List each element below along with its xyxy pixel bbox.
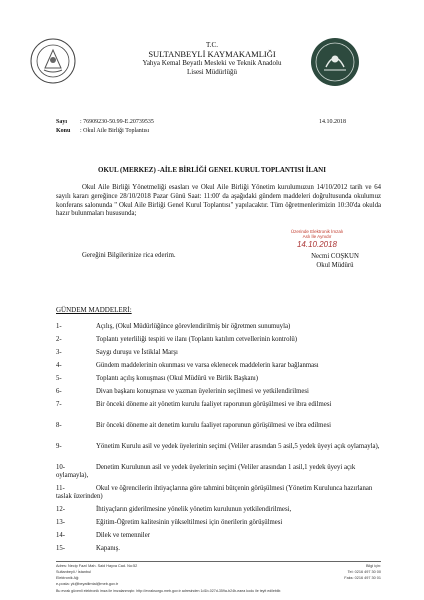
agenda-item-text: Kapanış. [96,545,120,552]
agenda-item-number: 15- [56,545,66,552]
stamp-line2: Aslı İle Aynıdır [302,234,332,240]
agenda-item-text: Eğitim-Öğretim kalitesinin yükseltilmesi için önerilerin görüşülmesi [96,519,283,526]
stamp-line1: Üzerinde Elektronik İmzalı [290,229,344,234]
announcement-title: OKUL (MERKEZ) -AİLE BİRLİĞİ GENEL KURUL TOPLANTISI İLANI [98,166,326,174]
footer-fax: Faks: 0216 497 30 01 [344,575,381,580]
footer-address-block [56,564,137,588]
header-school: Yahya Kemal Beyatlı Mesleki ve Teknik Anadolu [142,59,282,67]
agenda-item-number: 12- [56,506,66,513]
closing-line: Gereğini Bilgilerinize rica ederim. [82,252,176,259]
agenda-item-text: Bir önceki döneme ait denetim kurulu faaliyet raporunun görüşülmesi ve ibra edilmesi [96,422,331,429]
header-kaymakamlik: SULTANBEYLİ KAYMAKAMLIĞI [148,49,276,59]
agenda-item-text: Açılış, (Okul Müdürlüğünce görevlendirilmiş bir öğretmen sunumuyla) [96,323,291,330]
agenda-item-text: Toplantı açılış konuşması (Okul Müdürü ve Birlik Başkanı) [96,375,259,382]
signature-name: Necmi COŞKUN [311,253,359,260]
sayi-value: : 76909230-50.99-E.20739535 [80,119,154,125]
certified-copy-stamp [277,229,357,249]
agenda-item-number: 2- [56,336,62,343]
agenda-item-number: 1- [56,323,62,330]
agenda-item-text: Okul ve öğrencilerin ihtiyaçlarına göre tahmini bütçenin görüşülmesi (Yönetim Kurulunca hazırlanan taslak üzerinden) [56,485,373,501]
footer-contact-block [326,564,381,582]
sayi-label: Sayı [56,119,68,125]
signature-title: Okul Müdürü [316,262,354,269]
agenda-item-number: 3- [56,349,62,356]
agenda-item-number: 5- [56,375,62,382]
document-date: 14.10.2018 [319,119,346,125]
agenda-item-text: Gündem maddelerinin okunması ve varsa eklenecek maddelerin karar bağlanması [96,362,319,369]
agenda-item-text: Dilek ve temenniler [96,532,150,539]
agenda-item-number: 7- [56,401,62,408]
footer-info: Bilgi için: [366,564,381,568]
agenda-item-text: Toplantı yeterliliği tespiti ve ilanı (Toplantı katılım cetvellerinin kontrolü) [96,336,298,343]
footer-divider [56,561,381,562]
agenda-item-text: Bir önceki döneme ait yönetim kurulu faaliyet raporunun görüşülmesi ve ibra edilmesi [96,401,332,408]
verification-note: Bu evrak güvenli elektronik imza ile imzalanmıştır. http://evraksorgu.meb.gov.tr adresinden 1d1b-027d-359a-b24b-eaea kodu ile teyit edilebilir. [56,589,282,593]
footer-web: Elektronik Ağ: [56,575,80,580]
agenda-item-number: 14- [56,532,66,539]
konu-label: Konu [56,128,71,134]
agenda-item-text: Divan başkanı konuşması ve yazman üyelerinin seçilmesi ve yetkilendirilmesi [96,388,309,395]
sayi-row [56,119,154,125]
header-tc: T.C. [206,41,218,49]
agenda-item-text: İhtiyaçların giderilmesine yönelik yönetim kurulunun yetkilendirilmesi, [96,506,292,513]
body-paragraph: Okul Aile Birliği Yönetmeliği esasları ve Okul Aile Birliği Yönetim kurulumuzun 14/10/2012 tarih ve 64 sayılı kararı gereğince 28/10/2018 Pazar Günü Saat: 11:00' da aşağıdaki gündem maddeleri doğrultusunda okulumuz konferans salonunda " Okul Aile Birliği Genel Kurul Toplantısı" yapılacaktır. Tüm öğretmenlerimizin 10:30'da okulda hazır bulunmaları hususunda; [56,184,381,218]
agenda-item-number: 4- [56,362,62,369]
agenda-item-number: 9- [56,443,62,450]
konu-row [56,128,150,134]
agenda-item-text: Denetim Kurulunun asil ve yedek üyelerinin seçimi (Veliler arasından 1 asil,1 yedek üyeyi açık oylamayla), [56,464,356,480]
konu-value: : Okul Aile Birliği Toplantısı [80,128,150,134]
agenda-item-number: 13- [56,519,66,526]
agenda-item-text: Saygı duruşu ve İstiklal Marşı [96,349,178,356]
footer-tel: Tel: 0216 497 30 00 [347,569,381,574]
header-directorate: Lisesi Müdürlüğü [187,68,237,76]
footer-email: e-posta: yk@beyatlimtal@meb.gov.tr [56,581,119,586]
agenda-item-number: 11- [56,485,65,492]
footer-city: Sultanbeyli / İstanbul [56,569,92,574]
agenda-item-number: 6- [56,388,62,395]
stamp-date: 14.10.2018 [296,239,338,249]
agenda-heading: GÜNDEM MADDELERİ: [56,306,132,314]
agenda-item-number: 8- [56,422,62,429]
footer-address: Adres: Necip Fazıl Mah. Said Hayva Cad. No:52 [56,564,138,568]
agenda-item-text: Yönetim Kurulu asil ve yedek üyelerinin seçimi (Veliler arasından 5 asil,5 yedek üyeyi açık oylamayla), [96,443,380,450]
agenda-item-number: 10- [56,464,66,471]
